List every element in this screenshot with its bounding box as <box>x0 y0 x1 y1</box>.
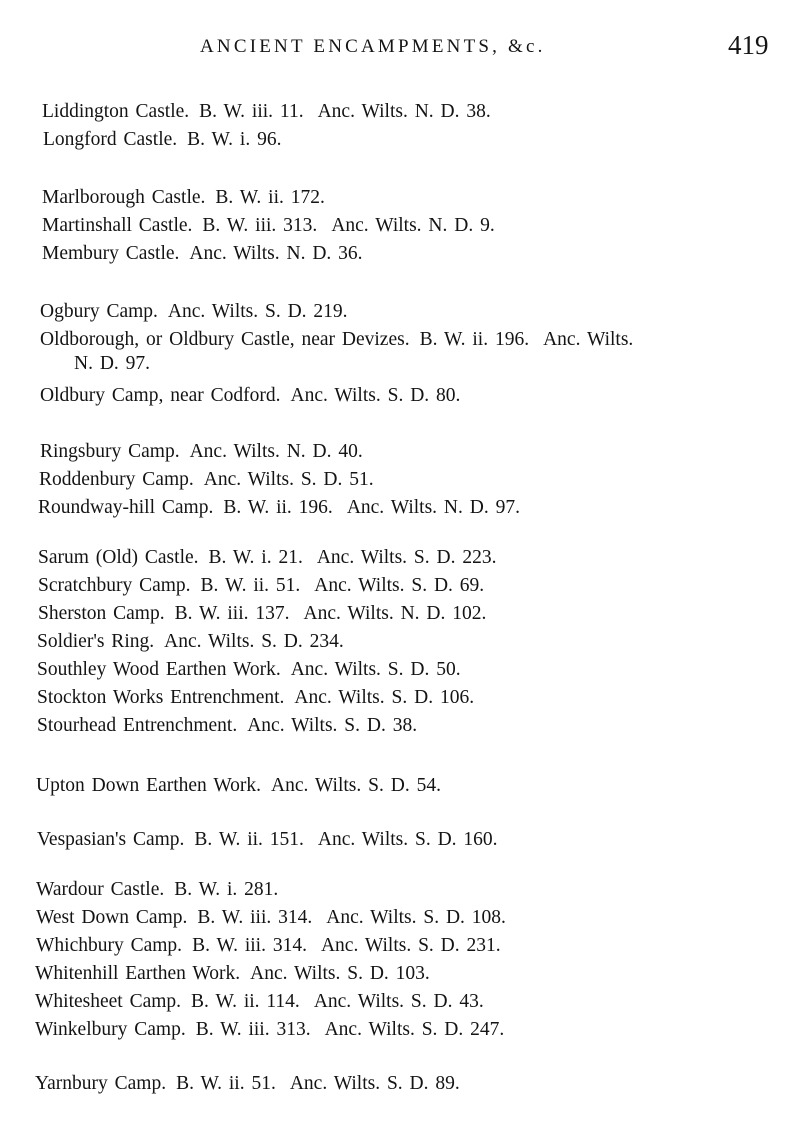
list-item <box>42 100 491 124</box>
place-name: Marlborough Castle. <box>42 187 206 208</box>
place-name: Oldbury Camp, near Codford. <box>40 385 281 406</box>
reference: Anc. Wilts. S. D. 89. <box>289 1073 460 1094</box>
reference: Anc. Wilts. S. D. 223. <box>316 547 497 568</box>
place-name: West Down Camp. <box>36 907 188 928</box>
list-item <box>43 128 281 152</box>
place-name: Ringsbury Camp. <box>40 441 180 462</box>
place-name: Oldborough, or Oldbury Castle, near Devizes. <box>40 329 410 350</box>
place-name: Vespasian's Camp. <box>37 829 185 850</box>
reference: B. W. i. 21. <box>208 547 303 568</box>
reference: B. W. ii. 151. <box>194 829 304 850</box>
place-name: Martinshall Castle. <box>42 215 193 236</box>
reference: B. W. iii. 11. <box>199 101 304 122</box>
reference: Anc. Wilts. S. D. 219. <box>167 301 348 322</box>
list-item <box>37 686 474 710</box>
list-item <box>40 440 363 464</box>
reference-continuation: N. D. 97. <box>74 353 151 374</box>
reference: Anc. Wilts. S. D. 69. <box>314 575 485 596</box>
reference: B. W. ii. 51. <box>176 1073 276 1094</box>
reference: Anc. Wilts. S. D. 43. <box>313 991 484 1012</box>
reference: B. W. iii. 313. <box>202 215 318 236</box>
reference: Anc. Wilts. S. D. 108. <box>326 907 506 928</box>
list-item <box>35 962 430 986</box>
page-number: 419 <box>728 30 769 60</box>
reference: Anc. Wilts. N. D. 9. <box>331 215 495 236</box>
list-item <box>42 186 325 210</box>
place-name: Roddenbury Camp. <box>39 469 194 490</box>
reference: Anc. Wilts. S. D. 51. <box>203 469 374 490</box>
place-name: Roundway-hill Camp. <box>38 497 214 518</box>
reference: Anc. Wilts. N. D. 38. <box>317 101 491 122</box>
reference: B. W. iii. 137. <box>174 603 290 624</box>
reference: B. W. ii. 51. <box>200 575 301 596</box>
list-item <box>36 774 441 798</box>
reference: B. W. ii. 196. <box>223 497 333 518</box>
place-name: Longford Castle. <box>43 129 178 150</box>
place-name: Soldier's Ring. <box>37 631 155 652</box>
reference: Anc. Wilts. S. D. 103. <box>250 963 430 984</box>
place-name: Southley Wood Earthen Work. <box>37 659 281 680</box>
list-item <box>37 630 344 654</box>
reference: Anc. Wilts. <box>543 329 634 350</box>
place-name: Sherston Camp. <box>38 603 165 624</box>
place-name: Whitesheet Camp. <box>35 991 182 1012</box>
list-item <box>37 828 498 852</box>
reference: B. W. ii. 114. <box>191 991 300 1012</box>
list-item <box>36 934 501 958</box>
reference: B. W. iii. 313. <box>195 1019 311 1040</box>
list-item <box>42 214 495 238</box>
reference: Anc. Wilts. S. D. 160. <box>317 829 498 850</box>
place-name: Membury Castle. <box>42 243 180 264</box>
list-item <box>36 906 506 930</box>
place-name: Whichbury Camp. <box>36 935 183 956</box>
place-name: Ogbury Camp. <box>40 301 158 322</box>
reference: B. W. ii. 172. <box>215 187 325 208</box>
reference: Anc. Wilts. S. D. 234. <box>164 631 344 652</box>
list-item <box>35 1072 460 1096</box>
reference: Anc. Wilts. N. D. 102. <box>303 603 487 624</box>
place-name: Sarum (Old) Castle. <box>38 547 199 568</box>
list-item <box>38 496 520 520</box>
place-name: Scratchbury Camp. <box>38 575 191 596</box>
list-item <box>37 714 417 738</box>
list-item <box>37 658 461 682</box>
reference: Anc. Wilts. S. D. 50. <box>290 659 461 680</box>
place-name: Wardour Castle. <box>36 879 165 900</box>
place-name: Stourhead Entrenchment. <box>37 715 238 736</box>
place-name: Liddington Castle. <box>42 101 190 122</box>
place-name: Whitenhill Earthen Work. <box>35 963 241 984</box>
reference: B. W. iii. 314. <box>197 907 313 928</box>
list-item <box>40 384 460 408</box>
list-item <box>35 990 484 1014</box>
place-name: Winkelbury Camp. <box>35 1019 186 1040</box>
list-item <box>39 468 374 492</box>
reference: Anc. Wilts. N. D. 97. <box>346 497 520 518</box>
reference: B. W. i. 96. <box>187 129 282 150</box>
list-item <box>40 300 348 324</box>
reference: Anc. Wilts. N. D. 36. <box>189 243 363 264</box>
list-item <box>36 878 278 902</box>
list-item <box>38 574 484 598</box>
reference: B. W. ii. 196. <box>419 329 530 350</box>
place-name: Upton Down Earthen Work. <box>36 775 262 796</box>
reference: Anc. Wilts. N. D. 40. <box>189 441 363 462</box>
place-name: Stockton Works Entrenchment. <box>37 687 285 708</box>
reference: B. W. i. 281. <box>174 879 279 900</box>
reference: Anc. Wilts. S. D. 80. <box>290 385 461 406</box>
place-name: Yarnbury Camp. <box>35 1073 167 1094</box>
list-item <box>40 328 647 374</box>
list-item <box>35 1018 504 1042</box>
running-title: ANCIENT ENCAMPMENTS, &c. <box>200 36 546 57</box>
list-item <box>38 546 496 570</box>
reference: Anc. Wilts. S. D. 54. <box>271 775 441 796</box>
reference: Anc. Wilts. S. D. 38. <box>247 715 418 736</box>
list-item <box>38 602 486 626</box>
reference: B. W. iii. 314. <box>192 935 307 956</box>
reference: Anc. Wilts. S. D. 247. <box>324 1019 505 1040</box>
reference: Anc. Wilts. S. D. 106. <box>294 687 475 708</box>
reference: Anc. Wilts. S. D. 231. <box>320 935 501 956</box>
list-item <box>42 242 363 266</box>
